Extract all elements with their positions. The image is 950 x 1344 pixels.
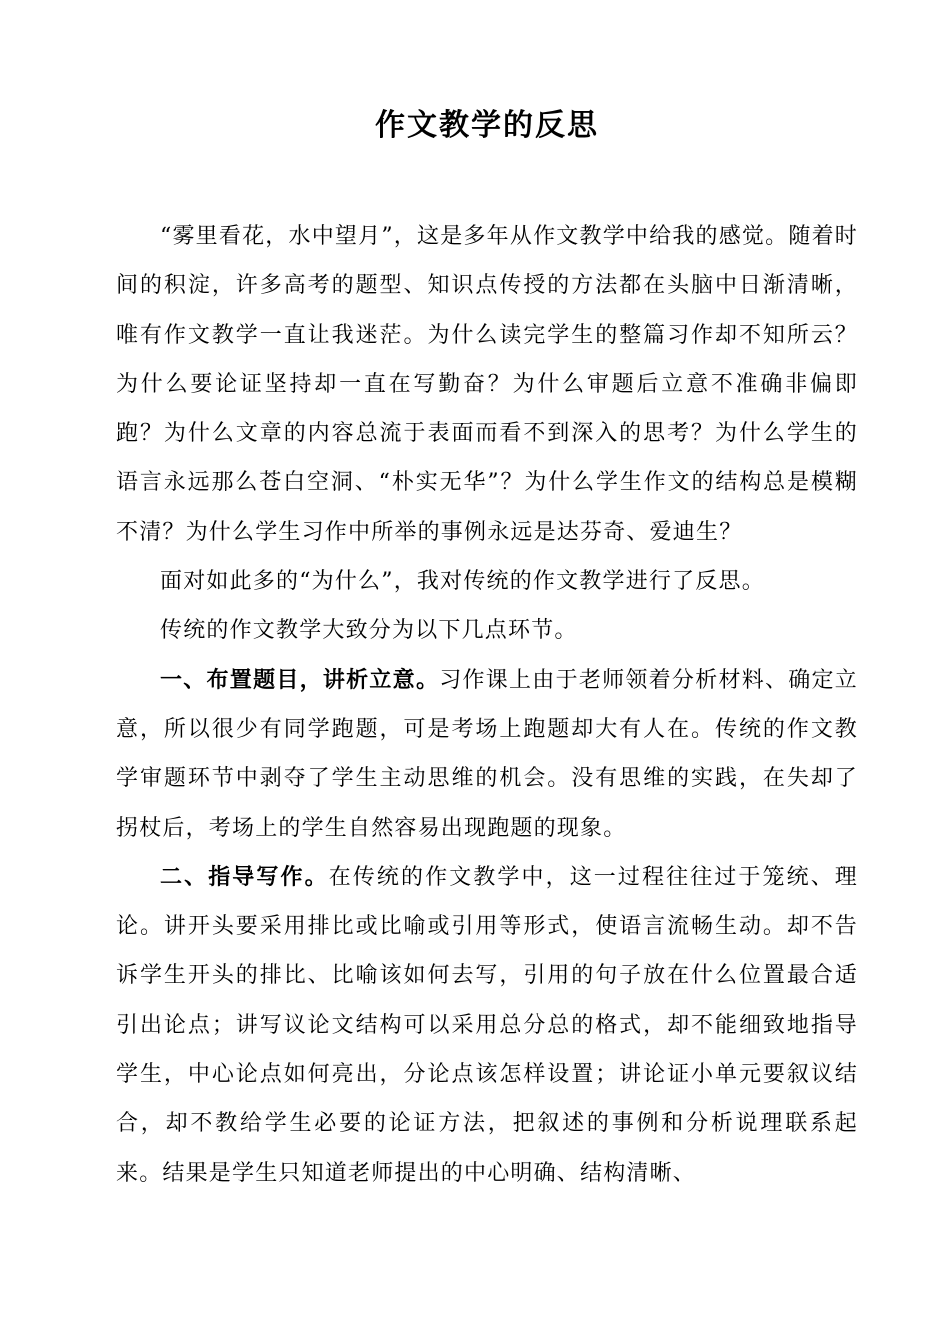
document-body [116,212,858,1198]
document-title: 作文教学的反思 [375,108,599,143]
paragraph-text: 面对如此多的“为什么”，我对传统的作文教学进行了反思。 [160,569,765,595]
paragraph-text: 传统的作文教学大致分为以下几点环节。 [160,618,578,644]
paragraph-text: 在传统的作文教学中，这一过程往往过于笼统、理论。讲开头要采用排比或比喻或引用等形式，使语言流畅生动。却不告诉学生开头的排比、比喻该如何去写，引用的句子放在什么位置最合适引出论点；讲写议论文结构可以采用总分总的格式，却不能细致地指导学生，中心论点如何亮出，分论点该怎样设置；讲论证小单元要叙议结合，却不教给学生必要的论证方法，把叙述的事例和分析说理联系起来。结果是学生只知道老师提出的中心明确、结构清晰、 [116,864,858,1186]
document-page [116,96,858,1198]
paragraph-questions-summary [116,557,858,606]
paragraph-step-two [116,853,858,1198]
paragraph-lead: 一、布置题目，讲析立意。 [160,666,440,693]
paragraph-traditional-steps [116,606,858,655]
paragraph-step-one [116,656,858,853]
paragraph-intro [116,212,858,557]
paragraph-lead: 二、指导写作。 [160,863,329,890]
paragraph-text: 习作课上由于老师领着分析材料、确定立意，所以很少有同学跑题，可是考场上跑题却大有人在。传统的作文教学审题环节中剥夺了学生主动思维的机会。没有思维的实践，在失却了拐杖后，考场上的学生自然容易出现跑题的现象。 [116,667,858,841]
paragraph-text: “雾里看花，水中望月”，这是多年从作文教学中给我的感觉。随着时间的积淀，许多高考的题型、知识点传授的方法都在头脑中日渐清晰，唯有作文教学一直让我迷茫。为什么读完学生的整篇习作却不知所云？为什么要论证坚持却一直在写勤奋？为什么审题后立意不准确非偏即跑？为什么文章的内容总流于表面而看不到深入的思考？为什么学生的语言永远那么苍白空洞、“朴实无华”？为什么学生作文的结构总是模糊不清？为什么学生习作中所举的事例永远是达芬奇、爱迪生？ [116,224,858,545]
